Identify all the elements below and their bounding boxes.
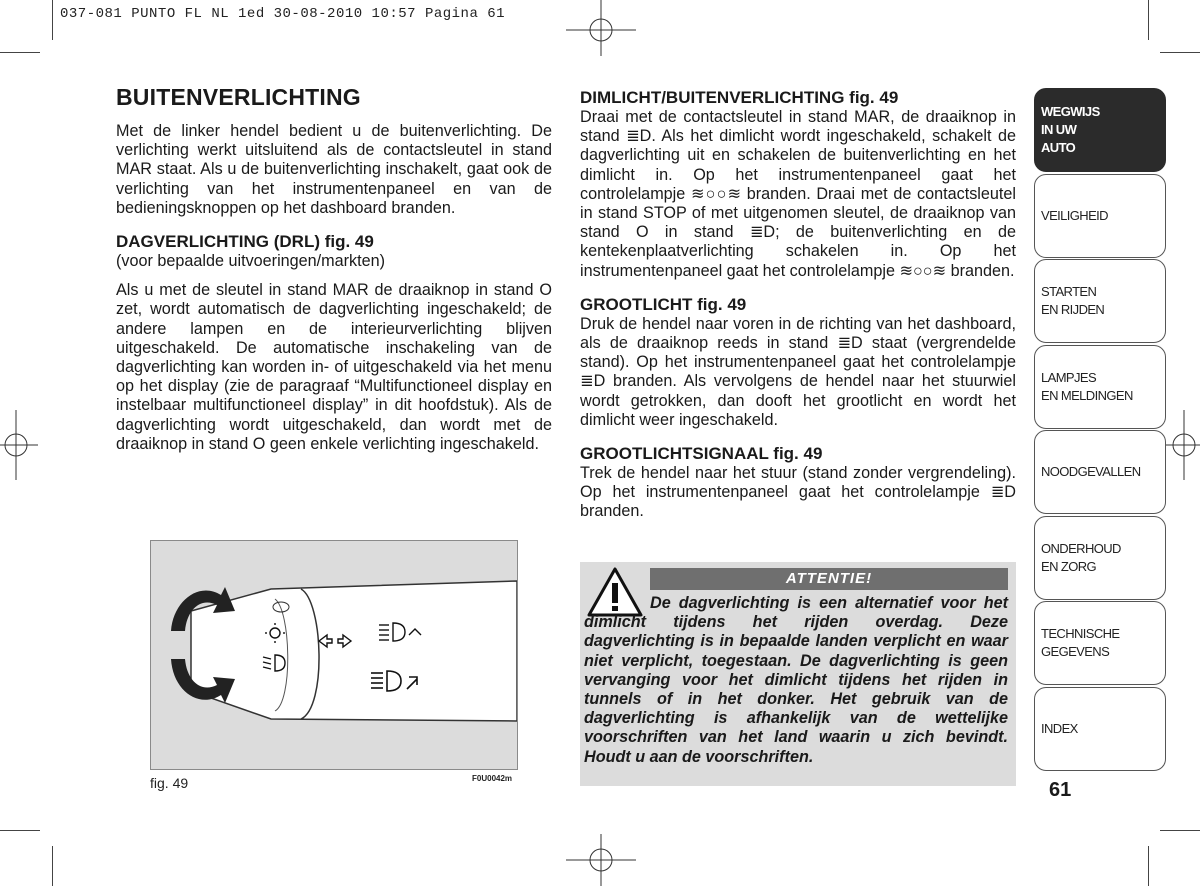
chapter-tab[interactable] — [1034, 345, 1166, 429]
figure-caption: fig. 49 — [150, 775, 189, 791]
chapter-tab[interactable] — [1034, 516, 1166, 600]
right-column — [580, 88, 1016, 522]
dim-heading: DIMLICHT/BUITENVERLICHTING fig. 49 — [580, 88, 899, 107]
chapter-tab-label: LAMPJES EN MELDINGEN — [1041, 369, 1133, 403]
drl-paragraph: Als u met de sleutel in stand MAR de draaiknop in stand O zet, wordt automatisch de dagverlichting ingeschakeld; de andere lampen en de interieurverlichting blijven uitgeschakeld. De automatische inschakeling van de dagverlichting kan worden in- of uitgeschakeld via het menu op het display (zie de paragraaf “Multifunctioneel display en instelbaar multifunctioneel display” in dit hoofdstuk). Als de dagverlichting wordt uitgeschakeld, dan wordt met de draaiknop in stand O geen enkele verlichting ingeschakeld. — [116, 281, 552, 453]
chapter-tab-label: ONDERHOUD EN ZORG — [1041, 540, 1121, 574]
chapter-tab-label: INDEX — [1041, 720, 1078, 736]
left-column — [116, 122, 552, 454]
figure-49 — [150, 540, 518, 770]
dim-paragraph: Draai met de contactsleutel in stand MAR, de draaiknop in stand ≣D. Als het dimlicht wordt ingeschakeld, schakelt de dagverlichting uit en schakelen de buitenverlichting en het dimlicht in. Op het instrumentenpaneel gaat het controlelampje ≋○○≋ branden. Draai met de contactsleutel in stand STOP of met uitgenomen sleutel, de draaiknop van stand O in stand ≣D; de buitenverlichting en de kentekenplaatverlichting schakelen in. Op het instrumentenpaneel gaat het controlelampje ≋○○≋ branden. — [580, 108, 1016, 280]
figure-code: F0U0042m — [472, 774, 513, 783]
print-header: 037-081 PUNTO FL NL 1ed 30-08-2010 10:57 Pagina 61 — [60, 6, 506, 22]
chapter-tab[interactable] — [1034, 687, 1166, 771]
drl-note: (voor bepaalde uitvoeringen/markten) — [116, 252, 386, 271]
chapter-tab[interactable] — [1034, 430, 1166, 514]
chapter-tab-label: NOODGEVALLEN — [1041, 464, 1141, 479]
flash-heading: GROOTLICHTSIGNAAL fig. 49 — [580, 444, 823, 464]
chapter-tab[interactable] — [1034, 174, 1166, 258]
chapter-tab[interactable] — [1034, 88, 1166, 172]
registration-mark-right — [1160, 410, 1200, 480]
chapter-tab-label: WEGWIJS IN UW AUTO — [1041, 104, 1100, 155]
stalk-illustration — [151, 541, 517, 769]
flash-paragraph: Trek de hendel naar het stuur (stand zonder vergrendeling). Op het instrumentenpaneel gaat het controlelampje ≣D branden. — [580, 464, 1016, 521]
chapter-tab-label: STARTEN EN RIJDEN — [1041, 284, 1105, 317]
chapter-tab-label: TECHNISCHE GEGEVENS — [1041, 626, 1120, 659]
intro-paragraph: Met de linker hendel bedient u de buitenverlichting. De verlichting werkt uitsluitend als de contactsleutel in stand MAR staat. Als u de buitenverlichting inschakelt, gaat ook de verlichting van het instrumentenpaneel en van de bedieningsknoppen op het dashboard branden. — [116, 122, 552, 217]
registration-mark-left — [0, 410, 40, 480]
attention-box — [580, 562, 1016, 786]
registration-mark-top — [566, 0, 636, 60]
page-number: 61 — [1049, 779, 1072, 801]
drl-heading: DAGVERLICHTING (DRL) fig. 49 — [116, 232, 374, 252]
chapter-tab-label: VEILIGHEID — [1041, 207, 1108, 223]
chapter-tab[interactable] — [1034, 259, 1166, 343]
high-beam-heading: GROOTLICHT fig. 49 — [580, 294, 747, 314]
attention-text: De dagverlichting is een alternatief voor het dimlicht tijdens het rijden overdag. Deze dagverlichting is in bepaalde landen verplicht en waar niet verplicht, toegestaan. De dagverlichting is geen vervanging voor het dimlicht tijdens het rijden in tunnels of in het donker. Het gebruik van de dagverlichting is afhankelijk van de wettelijke voorschriften van het land waarin u zich bevindt. Houdt u aan de voorschriften. — [584, 594, 1008, 766]
attention-label: ATTENTIE! — [650, 568, 1008, 590]
section-title: BUITENVERLICHTING — [116, 84, 361, 110]
chapter-tab[interactable] — [1034, 601, 1166, 685]
high-beam-paragraph: Druk de hendel naar voren in de richting van het dashboard, als de draaiknop reeds in stand ≣D staat (vergrendelde stand). Op het instrumentenpaneel gaat het controlelampje ≣D branden. Als vervolgens de hendel naar het stuurwiel wordt getrokken, dan dooft het grootlicht en wordt het dimlicht weer ingeschakeld. — [580, 314, 1016, 429]
registration-mark-bottom — [566, 830, 636, 886]
